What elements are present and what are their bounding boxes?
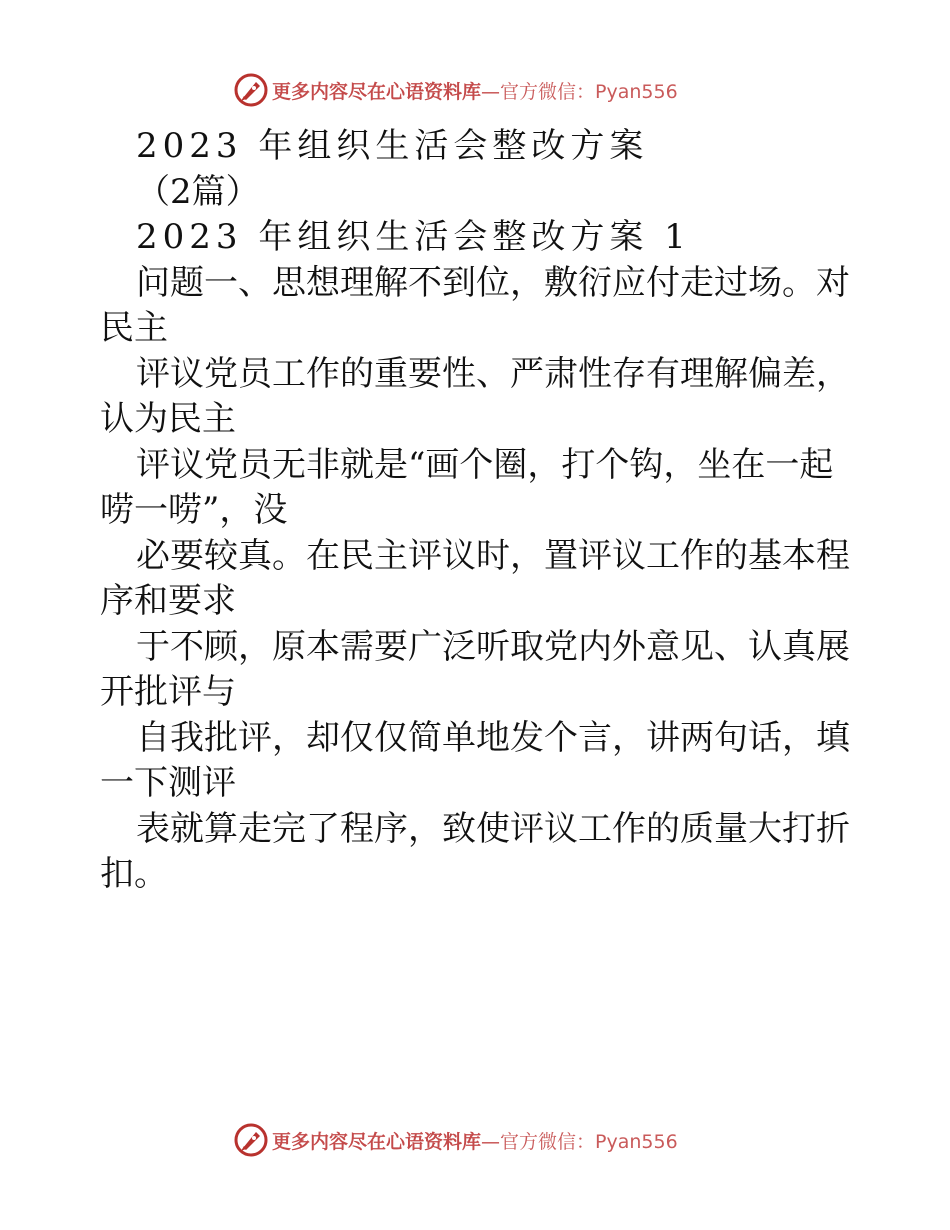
pen-nib-logo-icon [234,1123,268,1157]
header-banner-text [272,77,678,104]
paragraph-line: 民主 [100,308,168,348]
paragraph-line: 评议党员工作的重要性、严肃性存有理解偏差， [136,353,850,394]
paragraph-line: 问题一、思想理解不到位，敷衍应付走过场。对 [136,262,850,303]
header-banner-main: 更多内容尽在心语资料库 [272,80,482,103]
document-body [100,124,860,898]
paragraph-line: 认为民主 [100,399,236,439]
paragraph-line: 开批评与 [100,672,236,712]
paragraph-line: 评议党员无非就是“画个圈，打个钩，坐在一起 [136,444,834,485]
header-banner-account-id: Pyan556 [595,80,678,103]
footer-banner-main: 更多内容尽在心语资料库 [272,1130,482,1153]
header-banner-account-label: 官方微信： [500,80,596,103]
paragraph-line: 一下测评 [100,763,236,803]
paragraph-line: 序和要求 [100,581,236,621]
paragraph-line: 扣。 [100,854,168,894]
header-banner-separator: — [481,80,501,103]
document-subtitle: （2篇） [136,171,260,212]
footer-banner [234,1122,678,1158]
section-heading: 2023 年组织生活会整改方案 1 [136,217,691,257]
document-title: 2023 年组织生活会整改方案 [136,126,649,166]
paragraph-line: 于不顾，原本需要广泛听取党内外意见、认真展 [136,626,850,667]
paragraph-line: 表就算走完了程序，致使评议工作的质量大打折 [136,808,850,849]
paragraph-line: 自我批评，却仅仅简单地发个言，讲两句话，填 [136,717,850,758]
pen-nib-logo-icon [234,73,268,107]
paragraph-line: 唠一唠”，没 [100,490,288,530]
footer-banner-text [272,1127,678,1154]
footer-banner-separator: — [481,1130,501,1153]
footer-banner-account-label: 官方微信： [500,1130,596,1153]
paragraph-line: 必要较真。在民主评议时，置评议工作的基本程 [136,535,850,576]
header-banner [234,72,678,108]
footer-banner-account-id: Pyan556 [595,1130,678,1153]
